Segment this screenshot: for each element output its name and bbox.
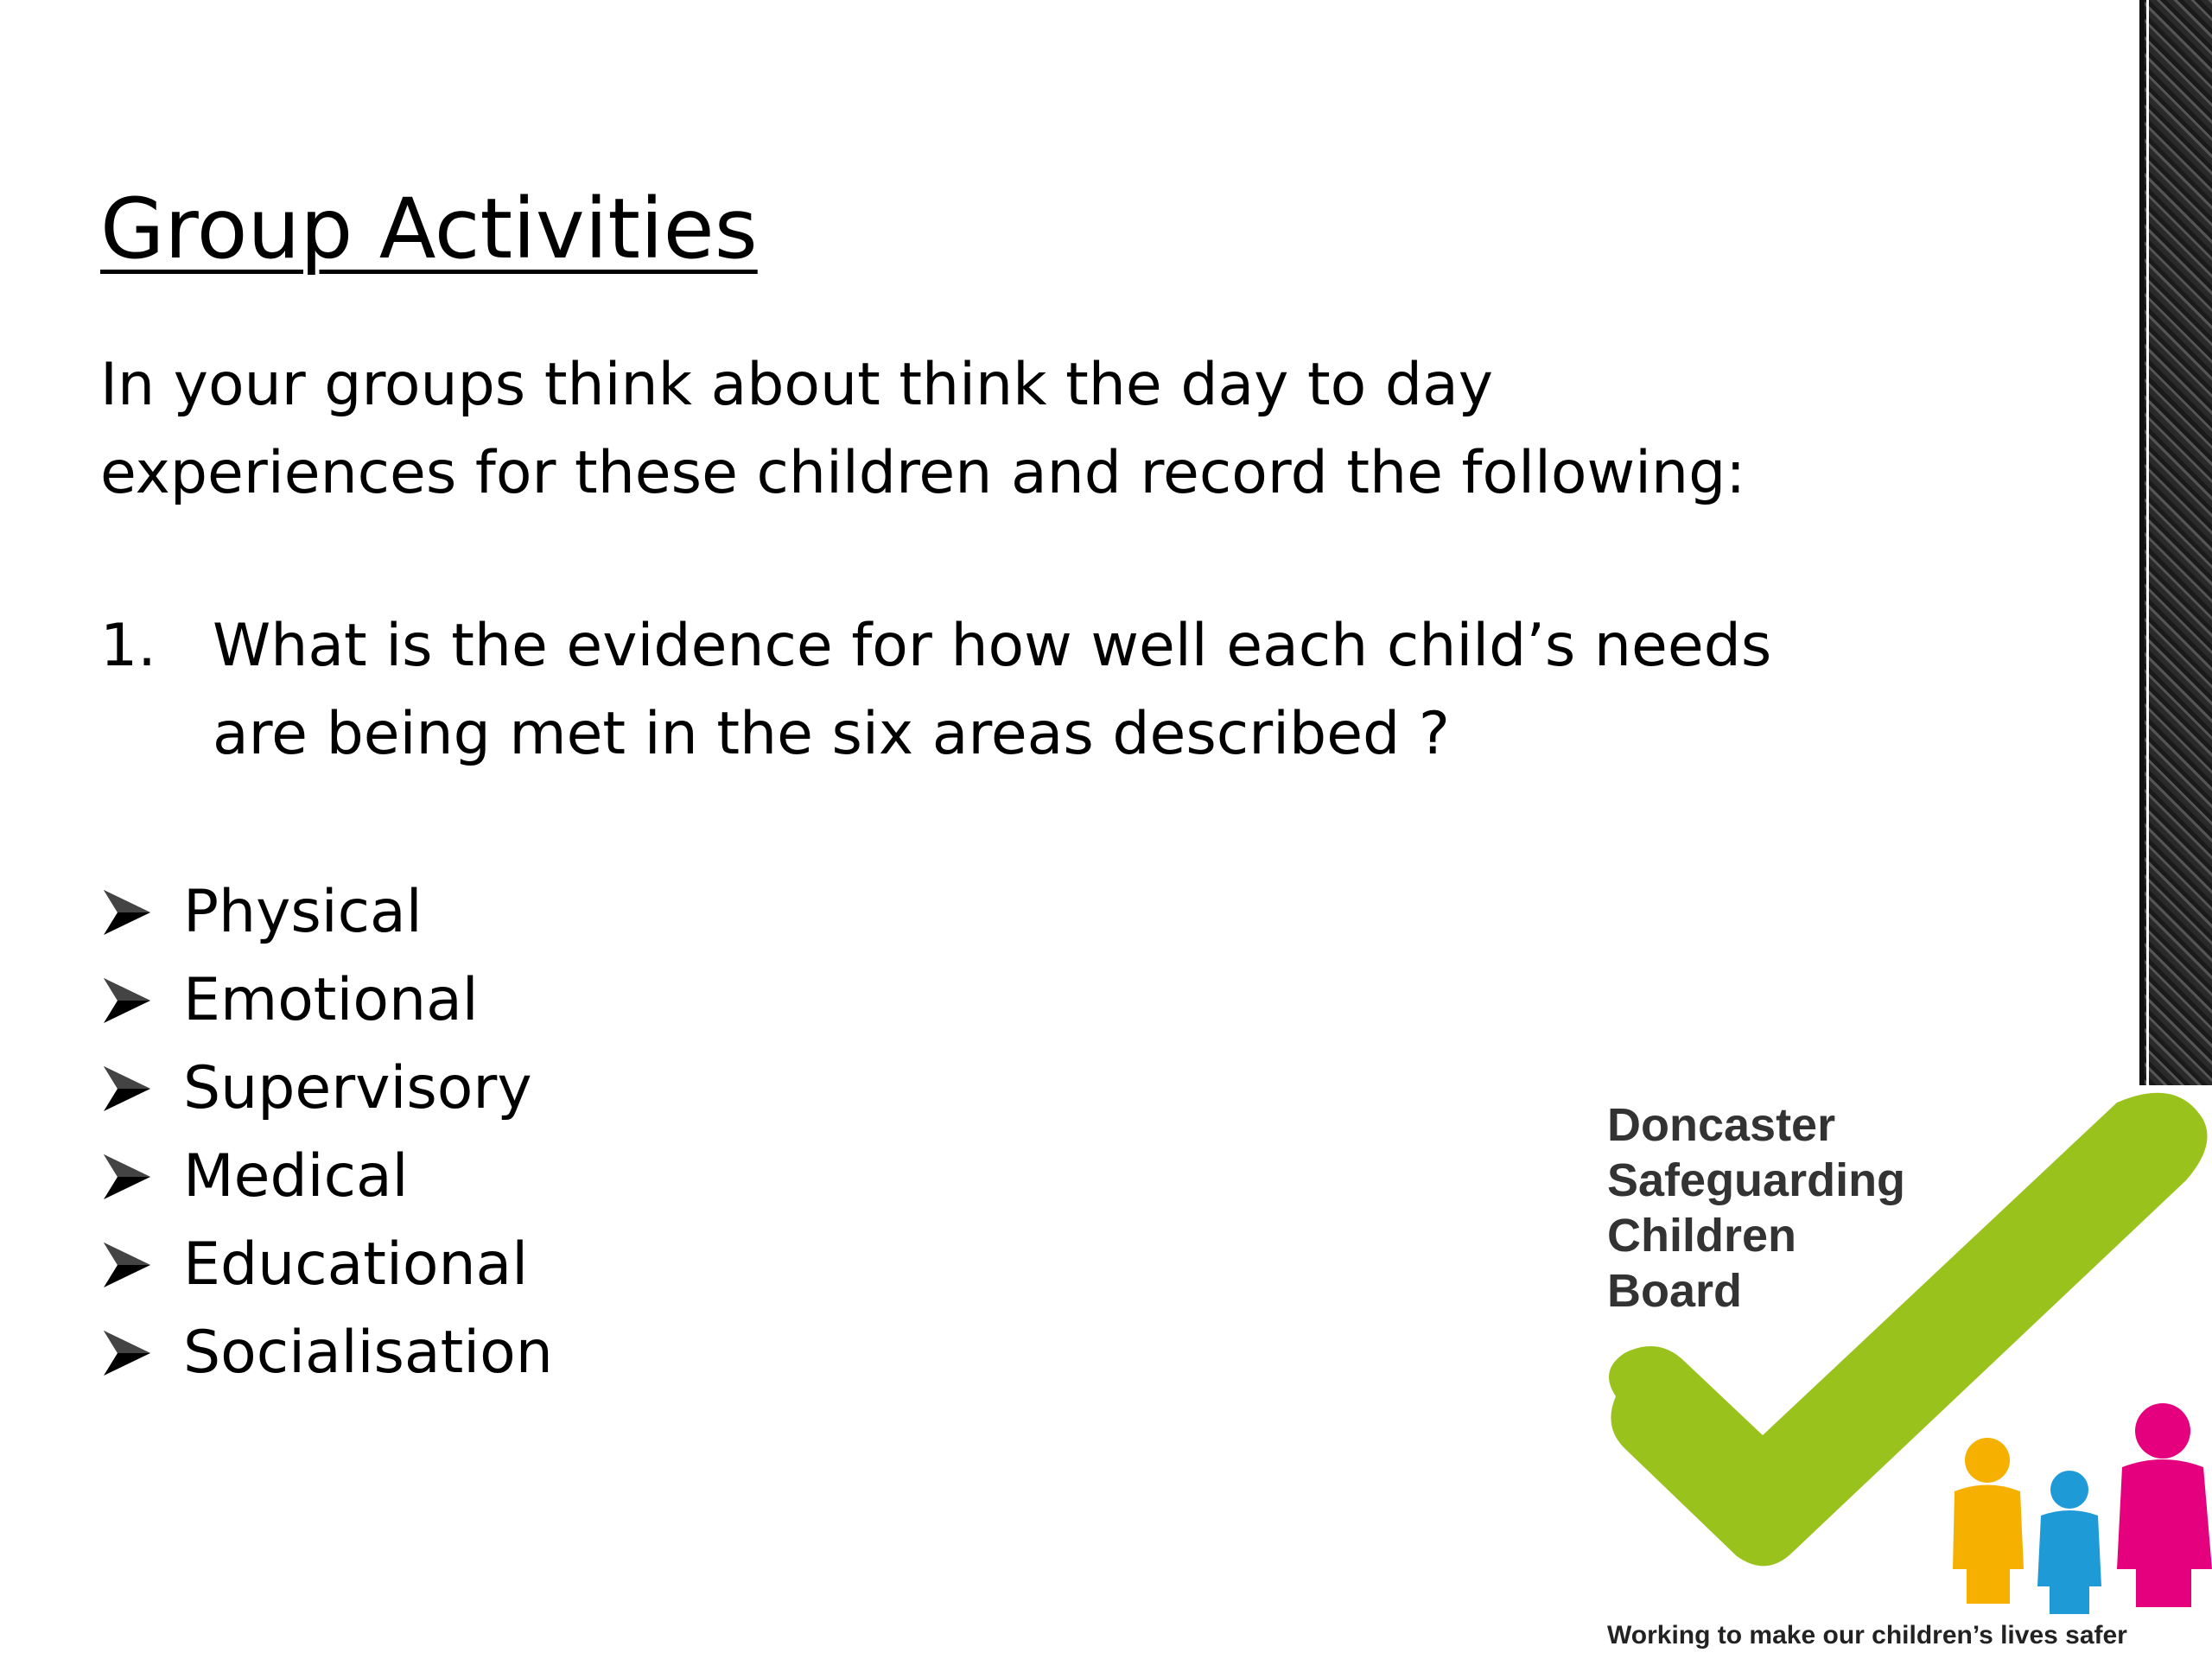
logo-tagline: Working to make our children’s lives safer bbox=[1607, 1621, 2127, 1649]
orange-figure-icon bbox=[1953, 1438, 2024, 1604]
list-item bbox=[100, 1309, 553, 1397]
logo-line: Children bbox=[1607, 1210, 1797, 1262]
list-item bbox=[100, 957, 553, 1045]
arrowhead-bullet-icon bbox=[100, 868, 183, 957]
blue-figure-icon bbox=[2037, 1471, 2101, 1614]
arrowhead-bullet-icon bbox=[100, 1309, 183, 1397]
logo-line: Safeguarding bbox=[1607, 1154, 1906, 1206]
logo-wordmark bbox=[1607, 1097, 1905, 1319]
arrowhead-bullet-icon bbox=[100, 1045, 183, 1133]
decorative-edge-strip bbox=[2139, 0, 2212, 1085]
intro-text: In your groups think about think the day to day experiences for these children and record the following: bbox=[100, 351, 1746, 507]
logo-line: Board bbox=[1607, 1265, 1743, 1317]
area-label: Supervisory bbox=[183, 1054, 532, 1122]
dscb-logo bbox=[1581, 1085, 2212, 1659]
question-text: What is the evidence for how well each child’s needs are being met in the six areas described ? bbox=[213, 612, 1772, 768]
question-number: 1. bbox=[100, 612, 156, 680]
area-label: Medical bbox=[183, 1142, 409, 1211]
area-label: Physical bbox=[183, 878, 423, 946]
arrowhead-bullet-icon bbox=[100, 957, 183, 1045]
arrowhead-bullet-icon bbox=[100, 1133, 183, 1221]
list-item bbox=[100, 1133, 553, 1221]
list-item bbox=[100, 1221, 553, 1309]
slide-title: Group Activities bbox=[100, 181, 758, 277]
magenta-figure-icon bbox=[2117, 1403, 2212, 1607]
list-item bbox=[100, 1045, 553, 1133]
numbered-question bbox=[100, 602, 1828, 779]
arrowhead-bullet-icon bbox=[100, 1221, 183, 1309]
area-label: Emotional bbox=[183, 966, 479, 1034]
area-label: Socialisation bbox=[183, 1319, 553, 1387]
logo-line: Doncaster bbox=[1607, 1099, 1836, 1151]
areas-list bbox=[100, 868, 553, 1397]
list-item bbox=[100, 868, 553, 957]
slide-intro-block bbox=[100, 341, 1828, 518]
area-label: Educational bbox=[183, 1230, 529, 1299]
